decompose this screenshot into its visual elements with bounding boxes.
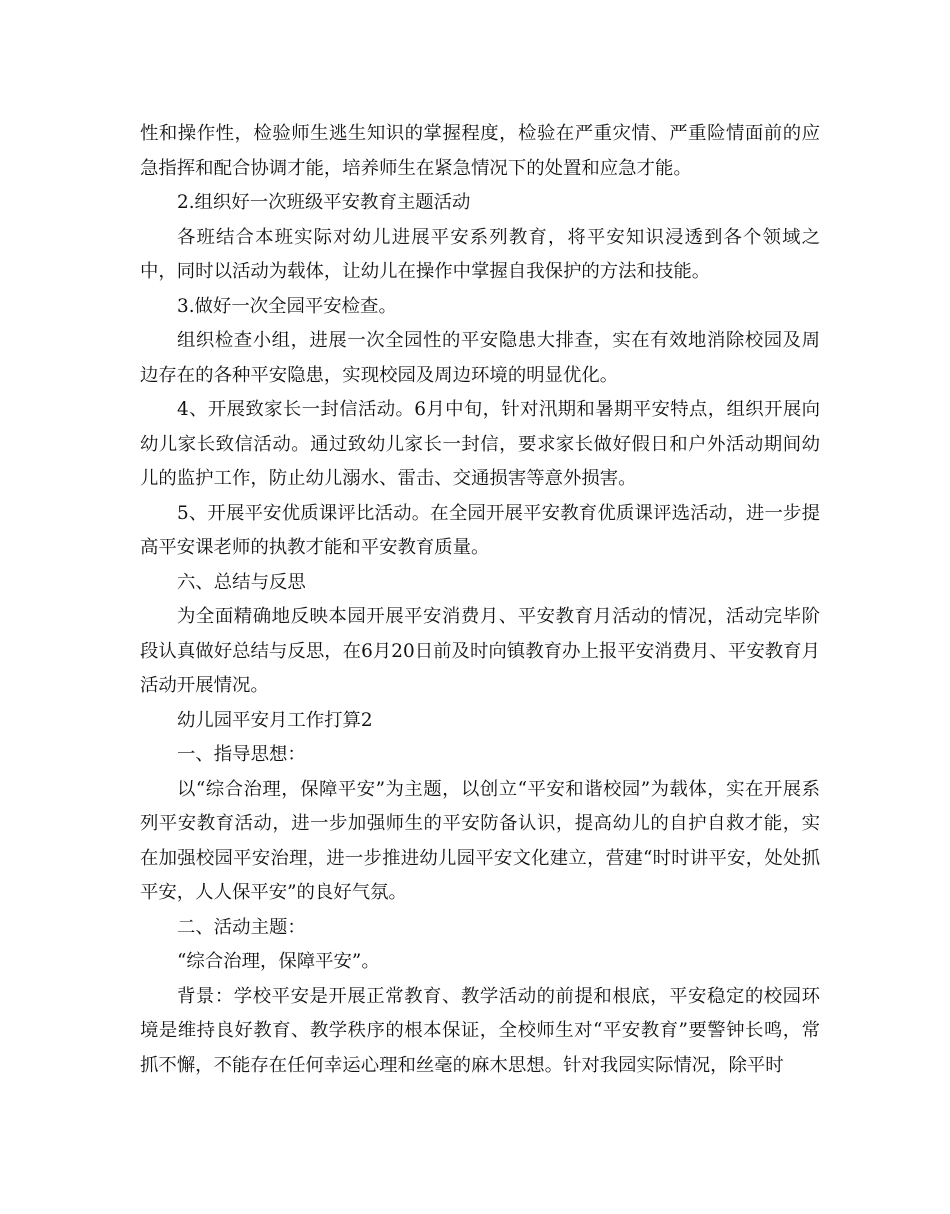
- paragraph: 为全面精确地反映本园开展平安消费月、平安教育月活动的情况，活动完毕阶段认真做好总结与反思，在6月20日前及时向镇教育办上报平安消费月、平安教育月活动开展情况。: [140, 606, 820, 696]
- paragraph: 一、指导思想：: [177, 744, 306, 765]
- document-body: [140, 117, 820, 1083]
- paragraph: 以“综合治理，保障平安”为主题，以创立“平安和谐校园”为载体，实在开展系列平安教育活动，进一步加强师生的平安防备认识，提高幼儿的自护自救才能，实在加强校园平安治理，进一步推进幼儿园平安文化建立，营建“时时讲平安，处处抓平安，人人保平安”的良好气氛。: [140, 778, 820, 903]
- paragraph: “综合治理，保障平安”。: [177, 951, 380, 972]
- paragraph: 背景：学校平安是开展正常教育、教学活动的前提和根底，平安稳定的校园环境是维持良好教育、教学秩序的根本保证，全校师生对“平安教育”要警钟长鸣，常抓不懈，不能存在任何幸运心理和丝毫的麻木思想。针对我园实际情况，除平时: [140, 985, 820, 1076]
- paragraph: 性和操作性，检验师生逃生知识的掌握程度，检验在严重灾情、严重险情面前的应急指挥和配合协调才能，培养师生在紧急情况下的处置和应急才能。: [140, 123, 820, 179]
- paragraph: 幼儿园平安月工作打算2: [177, 709, 373, 731]
- paragraph: 3.做好一次全园平安检查。: [177, 295, 397, 317]
- paragraph: 二、活动主题：: [177, 916, 306, 938]
- paragraph: 2.组织好一次班级平安教育主题活动: [177, 192, 471, 213]
- paragraph: 各班结合本班实际对幼儿进展平安系列教育，将平安知识浸透到各个领域之中，同时以活动为载体，让幼儿在操作中掌握自我保护的方法和技能。: [140, 226, 820, 282]
- paragraph: 六、总结与反思: [177, 571, 306, 593]
- paragraph: 5、开展平安优质课评比活动。在全园开展平安教育优质课评选活动，进一步提高平安课老师的执教才能和平安教育质量。: [140, 502, 820, 558]
- paragraph: 组织检查小组，进展一次全园性的平安隐患大排查，实在有效地消除校园及周边存在的各种平安隐患，实现校园及周边环境的明显优化。: [140, 330, 820, 386]
- paragraph: 4、开展致家长一封信活动。6月中旬，针对汛期和暑期平安特点，组织开展向幼儿家长致信活动。通过致幼儿家长一封信，要求家长做好假日和户外活动期间幼儿的监护工作，防止幼儿溺水、雷击、交通损害等意外损害。: [140, 399, 820, 489]
